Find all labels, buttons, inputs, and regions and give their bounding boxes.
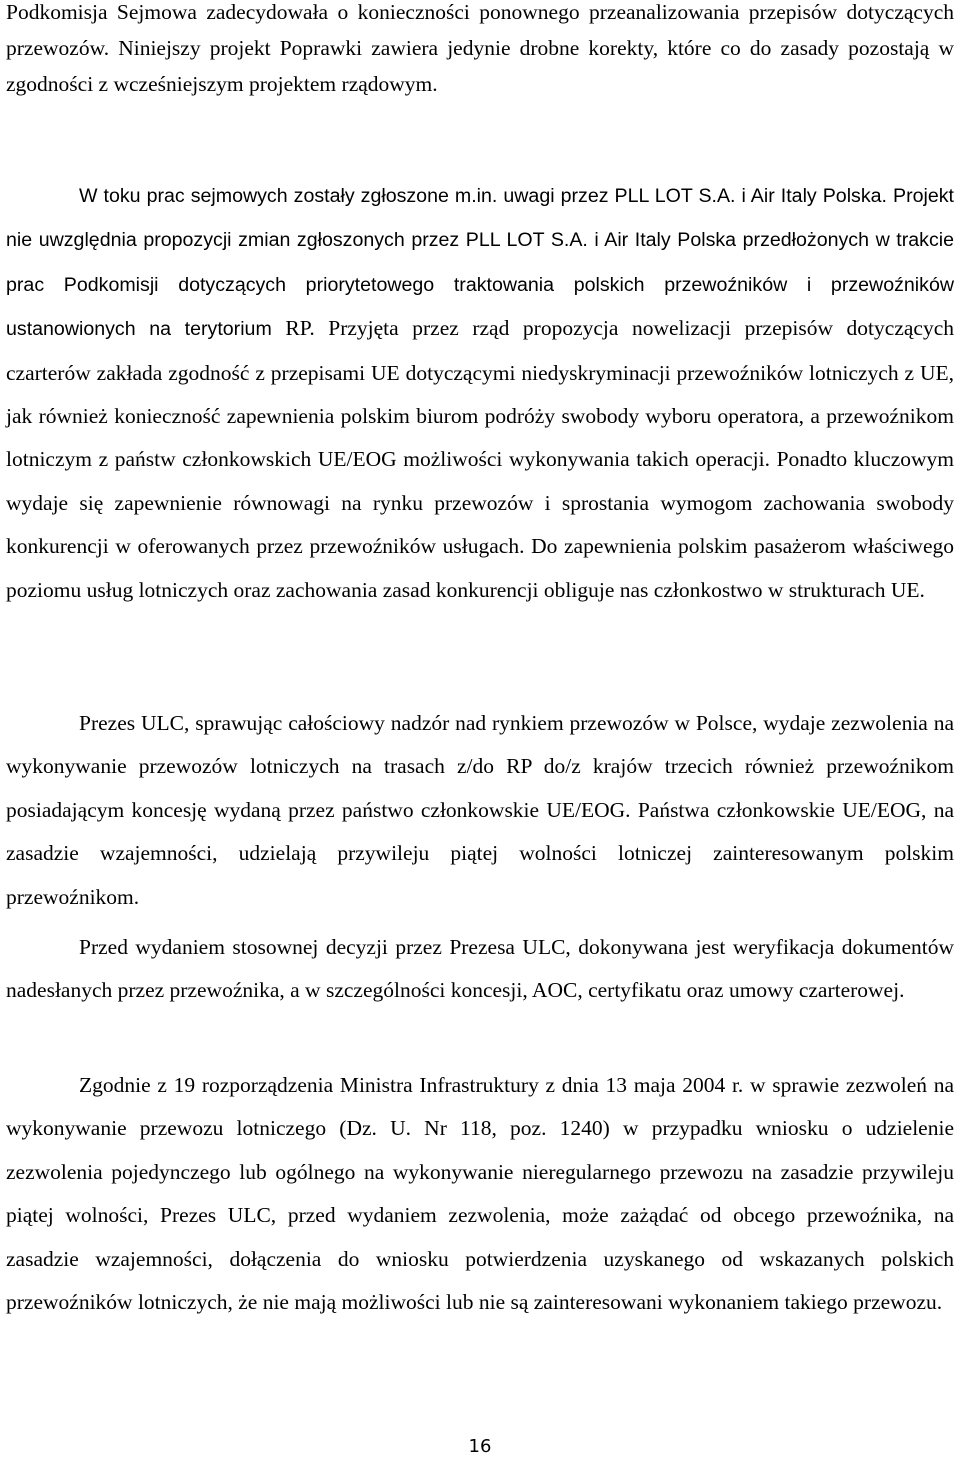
- paragraph-text: RP. Przyjęta przez rząd propozycja nowelizacji przepisów dotyczących czarterów zakłada zgodność z przepisami UE dotyczącymi niedyskryminacji przewoźników lotniczych z UE, jak również konieczność zapewnienia polskim biurom podróży swobody wyboru operatora, a przewoźnikom lotniczym z państw członkowskich UE/EOG możliwości wykonywania takich operacji. Ponadto kluczowym wydaje się zapewnienie równowagi na rynku przewozów i sprostania wymogom zachowania swobody konkurencji w oferowanych przez przewoźników usługach. Do zapewnienia polskim pasażerom właściwego poziomu usług lotniczych oraz zachowania zasad konkurencji obliguje nas członkostwo w strukturach UE.: [6, 316, 954, 602]
- paragraph-ulc-president: [6, 702, 954, 919]
- paragraph-regulation: [6, 1064, 954, 1324]
- paragraph-parliamentary-comments: [6, 174, 954, 612]
- page-number: 16: [468, 1436, 492, 1457]
- paragraph-text: Zgodnie z 19 rozporządzenia Ministra Infrastruktury z dnia 13 maja 2004 r. w sprawie zezwoleń na wykonywanie przewozu lotniczego (Dz. U. Nr 118, poz. 1240) w przypadku wniosku o udzielenie zezwolenia pojedynczego lub ogólnego na wykonywanie nieregularnego przewozu na zasadzie przywileju piątej wolności, Prezes ULC, przed wydaniem zezwolenia, może zażądać od obcego przewoźnika, na zasadzie wzajemności, dołączenia do wniosku potwierdzenia uzyskanego od wskazanych polskich przewoźników lotniczych, że nie mają możliwości lub nie są zainteresowani wykonaniem takiego przewozu.: [6, 1073, 954, 1315]
- paragraph-text-sans: W toku prac sejmowych zostały zgłoszone m.in. uwagi przez PLL LOT S.A. i Air Italy Polska. Projekt nie uwzględnia propozycji zmian zgłoszonych przez PLL LOT S.A. i Air Italy Polska przedłożonych w trakcie prac Podkomisji dotyczących priorytetowego traktowania polskich przewoźników i przewoźników ustanowionych na terytorium: [6, 185, 954, 341]
- paragraph-verification: [6, 926, 954, 1013]
- paragraph-text: Podkomisja Sejmowa zadecydowała o konieczności ponownego przeanalizowania przepisów dotyczących przewozów. Niniejszy projekt Poprawki zawiera jedynie drobne korekty, które co do zasady pozostają w zgodności z wcześniejszym projektem rządowym.: [6, 0, 954, 96]
- paragraph-subcommittee-decision: [6, 0, 954, 102]
- paragraph-text: Przed wydaniem stosownej decyzji przez Prezesa ULC, dokonywana jest weryfikacja dokumentów nadesłanych przez przewoźnika, a w szczególności koncesji, AOC, certyfikatu oraz umowy czarterowej.: [6, 935, 954, 1003]
- paragraph-text: Prezes ULC, sprawując całościowy nadzór nad rynkiem przewozów w Polsce, wydaje zezwolenia na wykonywanie przewozów lotniczych na trasach z/do RP do/z krajów trzecich również przewoźnikom posiadającym koncesję wydaną przez państwo członkowskie UE/EOG. Państwa członkowskie UE/EOG, na zasadzie wzajemności, udzielają przywileju piątej wolności lotniczej zainteresowanym polskim przewoźnikom.: [6, 711, 954, 909]
